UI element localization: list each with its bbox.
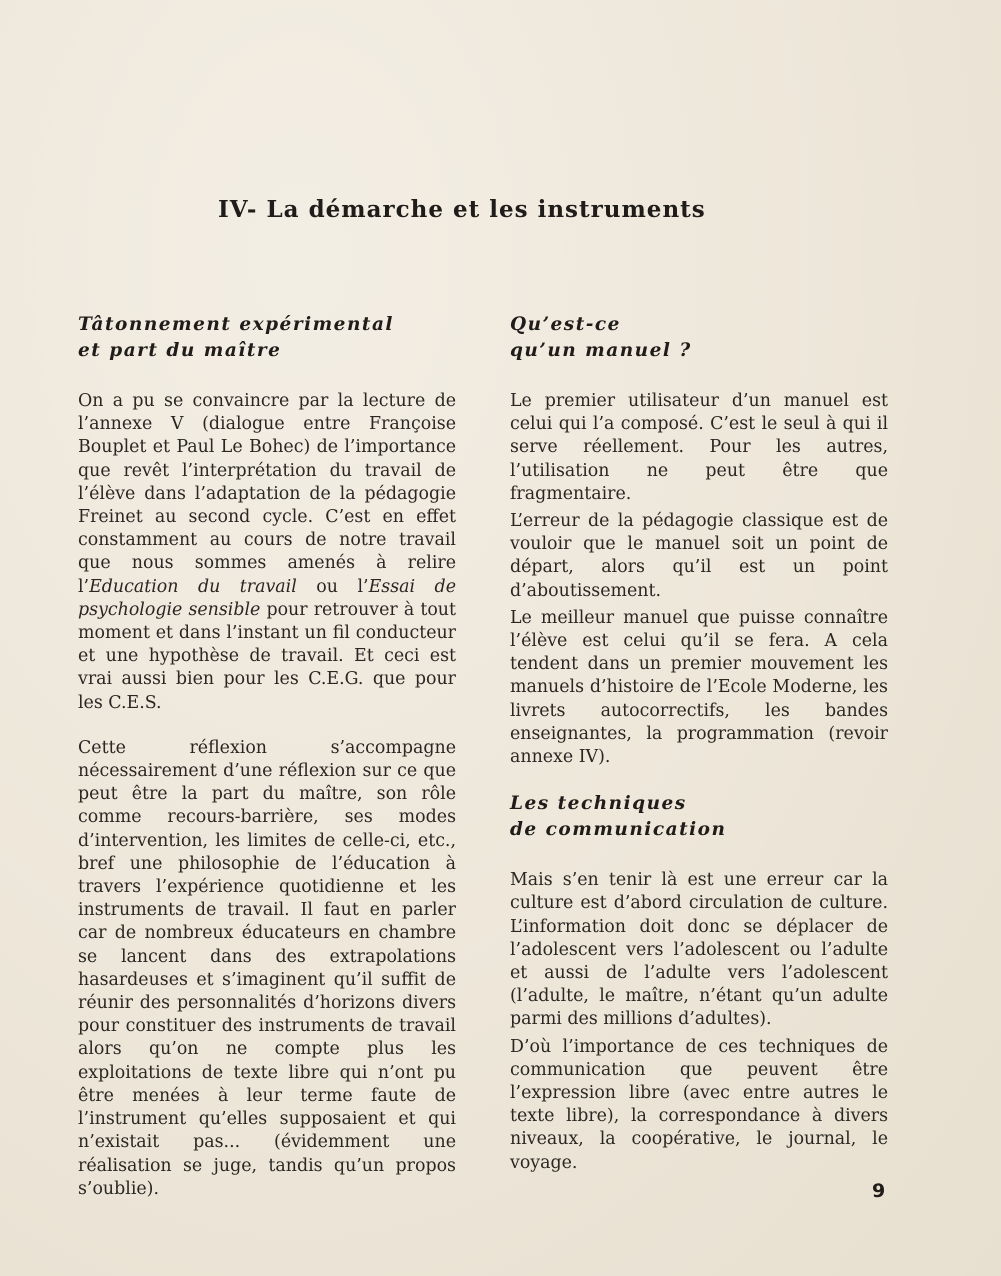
paragraph-text: pour retrouver à tout moment et dans l’instant un fil conducteur et une hypothèse de travail. Et ceci est vrai aussi bien pour les C.E.G. que pour les C.E.S. bbox=[78, 599, 456, 713]
book-title: Education du travail bbox=[89, 576, 297, 597]
heading-line: et part du maître bbox=[78, 340, 282, 361]
paragraph bbox=[78, 390, 456, 715]
heading-line: Tâtonnement expérimental bbox=[78, 314, 394, 335]
right-column bbox=[510, 312, 888, 1175]
paragraph: Cette réflexion s’accompagne nécessairement d’une réflexion sur ce que peut être la part du maître, son rôle comme recours-barrière, ses modes d’intervention, les limites de celle-ci, etc., bref une philosophie de l’éducation à travers l’expérience quotidienne et les instruments de travail. Il faut en parler car de nombreux éducateurs en chambre se lancent dans des extrapolations hasardeuses et s’imaginent qu’il suffit de réunir des personnalités d’horizons divers pour constituer des instruments de travail alors qu’on ne compte plus les exploitations de texte libre qui n’ont pu être menées à leur terme faute de l’instrument qu’elles supposaient et qui n’existait pas... (évidemment une réalisation se juge, tandis qu’un propos s’oublie). bbox=[78, 737, 456, 1199]
heading-line: Qu’est-ce bbox=[510, 314, 621, 335]
paragraph: L’erreur de la pédagogie classique est de vouloir que le manuel soit un point de départ, alors qu’il est un point d’aboutissement. bbox=[510, 511, 888, 601]
heading-line: de communication bbox=[510, 819, 727, 841]
paragraph: Le premier utilisateur d’un manuel est celui qui l’a composé. C’est le seul à qui il serve réellement. Pour les autres, l’utilisation ne peut être que fragmentaire. bbox=[510, 391, 888, 504]
page-title: IV- La démarche et les instruments bbox=[218, 196, 706, 223]
paragraph: Mais s’en tenir là est une erreur car la culture est d’abord circulation de culture. L’information doit donc se déplacer de l’adolescent vers l’adolescent ou l’adulte et aussi de l’adulte vers l’adolescent (l’adulte, le maître, n’étant qu’un adulte parmi des millions d’adultes). bbox=[510, 870, 888, 1030]
left-column bbox=[78, 312, 456, 1201]
section-heading-tatonnement bbox=[78, 312, 456, 364]
page-number: 9 bbox=[872, 1180, 886, 1202]
heading-line: qu’un manuel ? bbox=[510, 340, 692, 361]
paragraph-text: On a pu se convaincre par la lecture de l’annexe V (dialogue entre Françoise Bouplet et Paul Le Bohec) de l’importance que revêt l’interprétation du travail de l’élève dans l’adaptation de la pédagogie Freinet au second cycle. C’est en effet constamment au cours de notre travail que nous sommes amenés à relire l’ bbox=[78, 391, 456, 597]
paragraph: Le meilleur manuel que puisse connaître l’élève est celui qu’il se fera. A cela tendent dans un premier mouvement les manuels d’histoire de l’Ecole Moderne, les livrets autocorrectifs, les bandes enseignantes, la programmation (revoir annexe IV). bbox=[510, 607, 888, 768]
book-title: Essai de psychologie sensible bbox=[78, 576, 456, 620]
paragraph: D’où l’importance de ces techniques de communication que peuvent être l’expression libre (avec entre autres le texte libre), la correspondance à divers niveaux, la coopérative, le journal, le voyage. bbox=[510, 1036, 888, 1173]
heading-line: Les techniques bbox=[510, 793, 687, 815]
paragraph-text: ou l’ bbox=[296, 576, 369, 597]
section-heading-manuel bbox=[510, 312, 888, 364]
section-heading-techniques bbox=[510, 791, 888, 843]
